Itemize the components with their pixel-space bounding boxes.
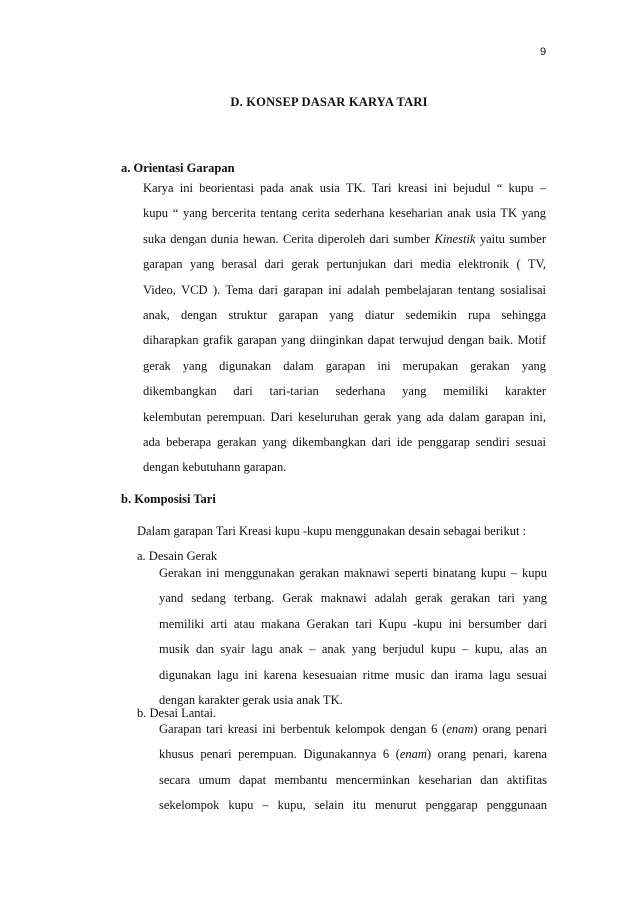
text-line: khusus penari perempuan. Digunakannya 6 (enam) orang penari, karena: [159, 747, 547, 762]
text-line: kupu “ yang bercerita tentang cerita sederhana keseharian anak usia TK yang: [143, 206, 546, 221]
text-line: sekelompok kupu – kupu, selain itu menurut penggarap penggunaan: [159, 798, 547, 813]
page-title: D. KONSEP DASAR KARYA TARI: [230, 95, 428, 109]
text-line: ada beberapa gerakan yang dikembangkan dari ide penggarap sendiri sesuai: [143, 435, 546, 450]
text-line: Karya ini beorientasi pada anak usia TK. Tari kreasi ini bejudul “ kupu –: [143, 181, 546, 195]
desain-gerak-paragraph: [159, 561, 547, 713]
section-a-heading: a. Orientasi Garapan: [121, 161, 235, 175]
text-line: Gerakan ini menggunakan gerakan maknawi seperti binatang kupu – kupu: [159, 566, 547, 580]
text-line: anak, dengan struktur garapan yang diatur sedemikin rupa sehingga: [143, 308, 546, 323]
text-line: dikembangkan dari tari-tarian sederhana yang memiliki karakter: [143, 384, 546, 399]
text-line: diharapkan grafik garapan yang diinginkan dapat terwujud dengan baik. Motif: [143, 333, 546, 348]
text-line: Video, VCD ). Tema dari garapan ini adalah pembelajaran tentang sosialisai: [143, 282, 546, 297]
text-line: garapan yang berasal dari gerak pertunjukan dari media elektronik ( TV,: [143, 257, 546, 272]
text-line: digunakan lagu ini karena kesesuaian ritme music dan irama lagu sesuai: [159, 667, 547, 682]
desain-gerak-label: a. Desain Gerak: [137, 549, 218, 563]
text-line: gerak yang digunakan dalam garapan ini merupakan gerakan yang: [143, 358, 546, 373]
section-b-intro: Dalam garapan Tari Kreasi kupu -kupu menggunakan desain sebagai berikut :: [137, 524, 527, 538]
desain-lantai-label: b. Desai Lantai.: [137, 706, 217, 720]
text-line: dengan kebutuhann garapan.: [143, 460, 287, 475]
text-line: musik dan syair lagu anak – anak yang berjudul kupu – kupu, alas an: [159, 642, 547, 657]
text-line: yand sedang terbang. Gerak maknawi adalah gerak gerakan tari yang: [159, 591, 547, 606]
page-number: 9: [540, 46, 547, 58]
text-line: Garapan tari kreasi ini berbentuk kelompok dengan 6 (enam) orang penari: [159, 722, 547, 736]
text-line: memiliki arti atau makana Gerakan tari Kupu -kupu ini bersumber dari: [159, 616, 547, 631]
section-b-heading: b. Komposisi Tari: [121, 492, 216, 506]
text-line: kelembutan perempuan. Dari keseluruhan gerak yang ada dalam garapan ini,: [143, 409, 546, 424]
text-line: dengan karakter gerak usia anak TK.: [159, 693, 343, 708]
desain-lantai-paragraph: [159, 717, 547, 819]
section-a-paragraph: [143, 176, 546, 481]
text-line: suka dengan dunia hewan. Cerita diperoleh dari sumber Kinestik yaitu sumber: [143, 231, 546, 246]
text-line: secara umum dapat membantu mencerminkan keseharian dan aktifitas: [159, 772, 547, 787]
